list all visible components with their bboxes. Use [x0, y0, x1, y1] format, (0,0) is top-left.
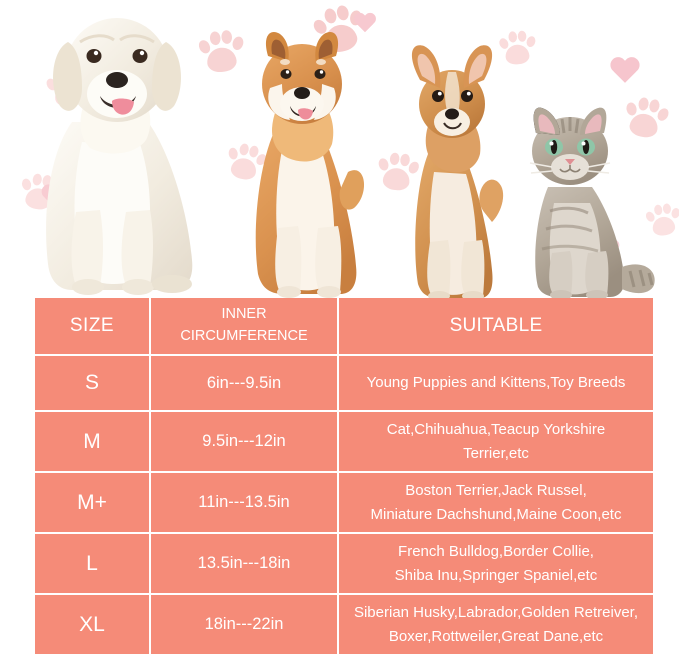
table-row	[35, 473, 653, 532]
row-suitable-l-line1: French Bulldog,Border Collie,	[398, 543, 594, 561]
row-suitable-mplus-line2: Miniature Dachshund,Maine Coon,etc	[370, 505, 622, 523]
row-suitable-xl-line2: Boxer,Rottweiler,Great Dane,etc	[388, 627, 604, 645]
table-header-row	[35, 298, 653, 354]
row-size-mplus: M+	[35, 473, 149, 532]
row-circumference-m: 9.5in---12in	[151, 412, 337, 471]
row-suitable-mplus-line1: Boston Terrier,Jack Russel,	[405, 482, 587, 500]
row-suitable-m	[339, 412, 653, 471]
labrador-retriever-photo	[20, 2, 210, 299]
row-circumference-xl: 18in---22in	[151, 595, 337, 654]
chihuahua-photo	[398, 42, 508, 299]
row-suitable-s-line1: Young Puppies and Kittens,Toy Breeds	[366, 374, 626, 392]
table-row	[35, 356, 653, 410]
tabby-cat-photo	[518, 103, 658, 299]
row-suitable-s	[339, 356, 653, 410]
row-suitable-l-line2: Shiba Inu,Springer Spaniel,etc	[394, 566, 598, 584]
shiba-inu-photo	[240, 22, 370, 299]
header-inner-circumference	[151, 298, 337, 354]
row-suitable-mplus	[339, 473, 653, 532]
row-suitable-m-line2: Terrier,etc	[463, 444, 529, 462]
table-row	[35, 412, 653, 471]
row-circumference-l: 13.5in---18in	[151, 534, 337, 593]
row-size-s: S	[35, 356, 149, 410]
row-suitable-l	[339, 534, 653, 593]
size-chart-table	[33, 296, 655, 656]
row-size-xl: XL	[35, 595, 149, 654]
row-suitable-xl-line1: Siberian Husky,Labrador,Golden Retreiver,	[353, 604, 639, 622]
row-suitable-m-line1: Cat,Chihuahua,Teacup Yorkshire	[386, 421, 606, 439]
header-inner-circumference-line1: INNER	[221, 306, 267, 323]
row-circumference-s: 6in---9.5in	[151, 356, 337, 410]
row-circumference-mplus: 11in---13.5in	[151, 473, 337, 532]
table-row	[35, 595, 653, 654]
row-suitable-xl	[339, 595, 653, 654]
header-suitable: SUITABLE	[339, 298, 653, 354]
table-row	[35, 534, 653, 593]
header-inner-circumference-line2: CIRCUMFERENCE	[180, 328, 308, 344]
header-size: SIZE	[35, 298, 149, 354]
row-size-m: M	[35, 412, 149, 471]
animal-photo-band	[0, 0, 679, 300]
row-size-l: L	[35, 534, 149, 593]
